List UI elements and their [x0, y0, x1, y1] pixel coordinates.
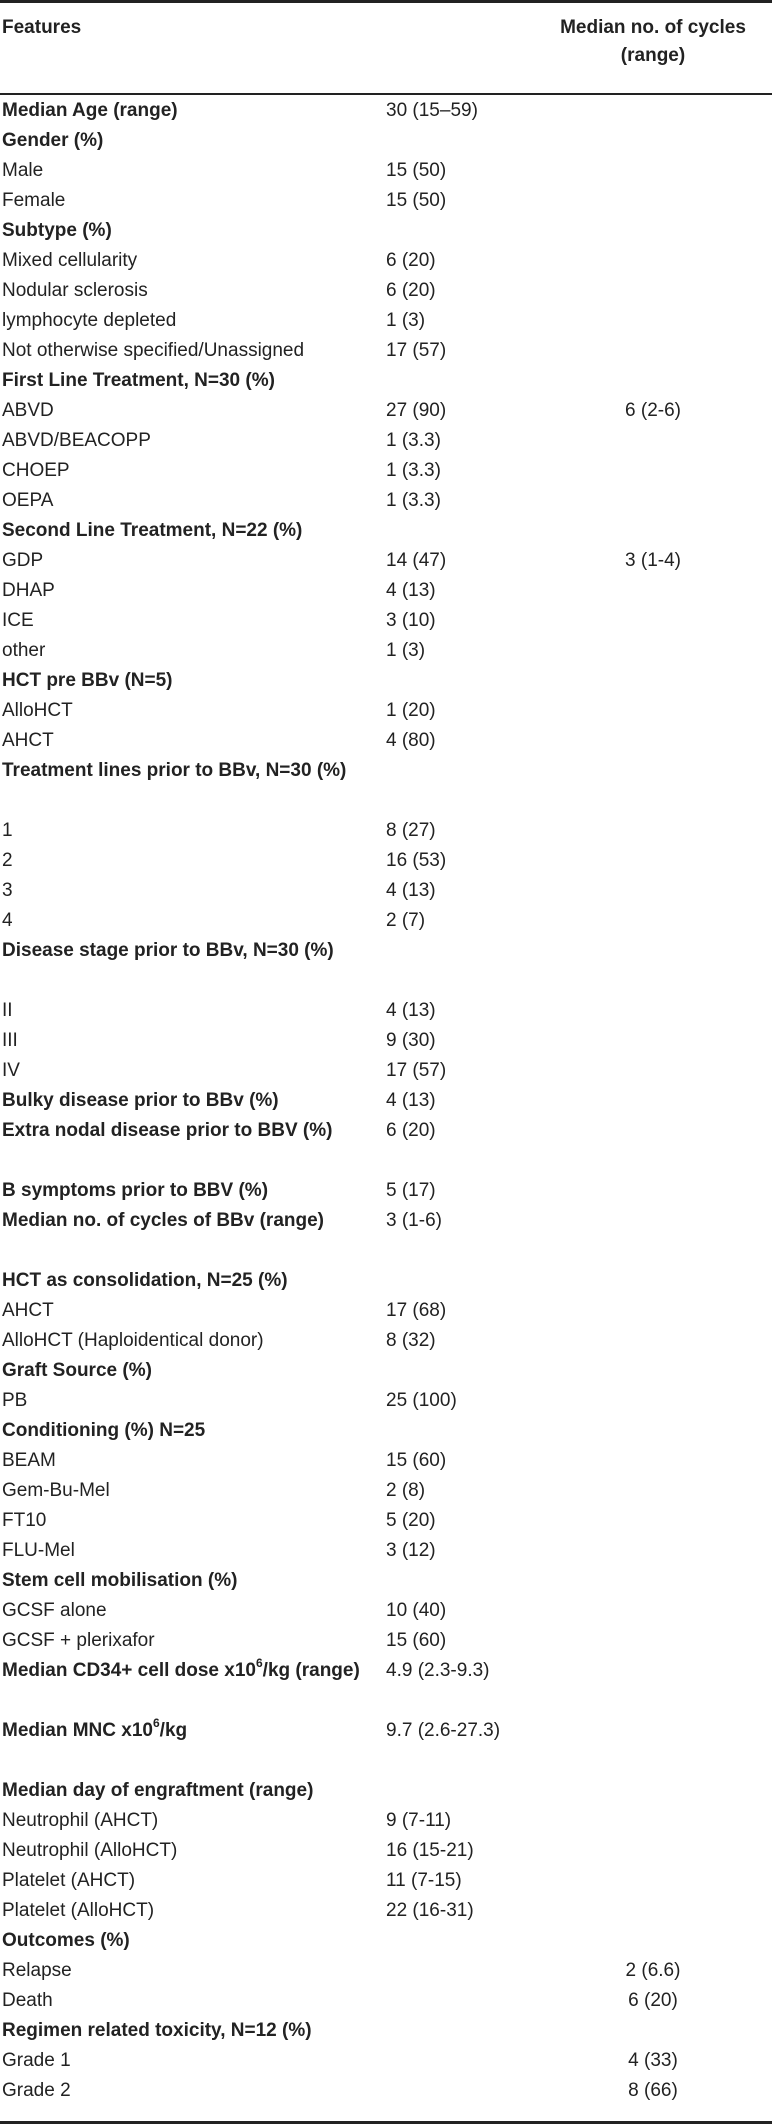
feature-cell: Mixed cellularity — [2, 250, 138, 271]
cycles-cell — [534, 456, 772, 486]
value-cell: 8 (27) — [386, 820, 436, 841]
table-row — [0, 726, 772, 756]
value-cell: 6 (20) — [386, 1120, 436, 1141]
value-cell — [382, 756, 534, 816]
value-cell: 4.9 (2.3-9.3) — [386, 1660, 490, 1681]
section-row — [0, 516, 772, 546]
feature-cell: CHOEP — [2, 460, 70, 481]
value-cell: 4 (13) — [386, 1000, 436, 1021]
feature-cell: BEAM — [2, 1450, 56, 1471]
feature-cell: IV — [2, 1060, 20, 1081]
feature-label: Median CD34+ cell dose x10 — [2, 1660, 256, 1681]
cycles-cell — [534, 846, 772, 876]
value-cell — [382, 216, 534, 246]
cycles-cell — [534, 1926, 772, 1956]
feature-suffix: /kg (range) — [262, 1660, 360, 1681]
cycles-cell — [534, 1206, 772, 1266]
feature-cell: FLU-Mel — [2, 1540, 75, 1561]
section-row — [0, 1176, 772, 1206]
cycles-cell — [534, 816, 772, 846]
value-cell: 5 (20) — [386, 1510, 436, 1531]
value-cell: 1 (3.3) — [386, 490, 441, 511]
feature-cell: 4 — [2, 910, 13, 931]
feature-cell: 1 — [2, 820, 13, 841]
cycles-cell — [534, 1866, 772, 1896]
feature-cell: GDP — [2, 550, 44, 571]
table-row — [0, 696, 772, 726]
feature-cell: 3 — [2, 880, 13, 901]
cycles-cell — [534, 186, 772, 216]
feature-cell: DHAP — [2, 580, 55, 601]
header-features: Features — [2, 17, 82, 38]
section-row — [0, 1206, 772, 1266]
value-cell: 11 (7-15) — [386, 1870, 462, 1891]
value-cell: 9.7 (2.6-27.3) — [386, 1720, 501, 1741]
cycles-cell — [534, 1326, 772, 1356]
cycles-cell — [534, 1836, 772, 1866]
cycles-cell: 6 (20) — [628, 1990, 678, 2011]
cycles-cell — [534, 1086, 772, 1116]
section-row — [0, 96, 772, 126]
value-cell: 16 (15-21) — [386, 1840, 474, 1861]
section-row — [0, 1776, 772, 1806]
value-cell: 25 (100) — [386, 1390, 457, 1411]
feature-cell: Death — [2, 1990, 53, 2011]
value-cell — [382, 1266, 534, 1296]
cycles-cell — [534, 636, 772, 666]
value-cell: 3 (1-6) — [386, 1210, 442, 1231]
value-cell — [382, 126, 534, 156]
value-cell: 6 (20) — [386, 280, 436, 301]
feature-cell: AlloHCT — [2, 700, 73, 721]
value-cell — [382, 936, 534, 996]
value-cell: 4 (13) — [386, 580, 436, 601]
feature-cell: Platelet (AlloHCT) — [2, 1900, 155, 1921]
feature-cell: Platelet (AHCT) — [2, 1870, 136, 1891]
feature-cell: Neutrophil (AHCT) — [2, 1810, 159, 1831]
value-cell — [382, 2076, 534, 2106]
value-cell — [382, 1956, 534, 1986]
cycles-cell — [534, 996, 772, 1026]
table-row — [0, 1446, 772, 1476]
feature-cell: Conditioning (%) N=25 — [2, 1420, 206, 1441]
cycles-cell — [534, 1356, 772, 1386]
value-cell: 10 (40) — [386, 1600, 447, 1621]
feature-cell: PB — [2, 1390, 28, 1411]
table-row — [0, 816, 772, 846]
table-row — [0, 546, 772, 576]
cycles-cell — [534, 1056, 772, 1086]
value-cell: 1 (3.3) — [386, 430, 441, 451]
value-cell — [382, 516, 534, 546]
cycles-cell — [534, 246, 772, 276]
table-row — [0, 2046, 772, 2076]
feature-cell: HCT as consolidation, N=25 (%) — [2, 1270, 288, 1291]
value-cell: 14 (47) — [386, 550, 447, 571]
cycles-cell — [534, 1506, 772, 1536]
feature-superscript: 6 — [255, 1655, 263, 1670]
table-row — [0, 1896, 772, 1926]
feature-cell: Gender (%) — [2, 130, 104, 151]
cycles-cell — [534, 1596, 772, 1626]
feature-cell — [0, 1656, 382, 1716]
header-value — [382, 0, 534, 96]
table-row — [0, 906, 772, 936]
cycles-cell — [534, 666, 772, 696]
table-row — [0, 1296, 772, 1326]
cycles-cell — [534, 1176, 772, 1206]
value-cell: 17 (57) — [386, 340, 447, 361]
value-cell: 27 (90) — [386, 400, 447, 421]
feature-cell: Not otherwise specified/Unassigned — [2, 340, 305, 361]
section-row — [0, 1716, 772, 1776]
table-row — [0, 636, 772, 666]
table-row — [0, 186, 772, 216]
cycles-cell: 2 (6.6) — [625, 1960, 681, 1981]
value-cell — [382, 1776, 534, 1806]
table-row — [0, 1476, 772, 1506]
feature-cell: Grade 1 — [2, 2050, 71, 2071]
feature-cell: Outcomes (%) — [2, 1930, 130, 1951]
feature-cell: OEPA — [2, 490, 54, 511]
feature-cell: ICE — [2, 610, 34, 631]
value-cell: 15 (60) — [386, 1630, 447, 1651]
section-row — [0, 756, 772, 816]
value-cell: 4 (80) — [386, 730, 436, 751]
value-cell — [382, 1566, 534, 1596]
cycles-cell — [534, 1386, 772, 1416]
value-cell — [382, 1986, 534, 2016]
feature-cell: GCSF + plerixafor — [2, 1630, 155, 1651]
section-row — [0, 666, 772, 696]
feature-cell: FT10 — [2, 1510, 47, 1531]
value-cell: 3 (12) — [386, 1540, 436, 1561]
section-row — [0, 1086, 772, 1116]
table-row — [0, 306, 772, 336]
value-cell: 22 (16-31) — [386, 1900, 474, 1921]
value-cell: 4 (13) — [386, 880, 436, 901]
table-row — [0, 456, 772, 486]
section-row — [0, 936, 772, 996]
cycles-cell — [534, 1566, 772, 1596]
cycles-cell — [534, 1446, 772, 1476]
cycles-cell — [534, 2016, 772, 2046]
cycles-cell — [534, 516, 772, 546]
value-cell: 4 (13) — [386, 1090, 436, 1111]
cycles-cell — [534, 1476, 772, 1506]
cycles-cell — [534, 696, 772, 726]
feature-cell: Male — [2, 160, 44, 181]
value-cell: 1 (20) — [386, 700, 436, 721]
feature-cell: Graft Source (%) — [2, 1360, 152, 1381]
table-row — [0, 1836, 772, 1866]
table-row — [0, 996, 772, 1026]
feature-cell: Median Age (range) — [2, 100, 178, 121]
table-row — [0, 276, 772, 306]
value-cell: 8 (32) — [386, 1330, 436, 1351]
cycles-cell — [534, 936, 772, 996]
cycles-cell — [534, 306, 772, 336]
section-row — [0, 216, 772, 246]
value-cell — [382, 1416, 534, 1446]
feature-cell: Nodular sclerosis — [2, 280, 148, 301]
value-cell: 2 (7) — [386, 910, 426, 931]
table-row — [0, 1866, 772, 1896]
value-cell: 3 (10) — [386, 610, 436, 631]
table-row — [0, 1536, 772, 1566]
table-row — [0, 426, 772, 456]
section-row — [0, 366, 772, 396]
value-cell: 17 (68) — [386, 1300, 447, 1321]
cycles-cell — [534, 1116, 772, 1176]
section-row — [0, 1566, 772, 1596]
table-row — [0, 846, 772, 876]
table-row — [0, 1956, 772, 1986]
feature-label: Median MNC x10 — [2, 1720, 153, 1741]
cycles-cell — [534, 426, 772, 456]
table-row — [0, 246, 772, 276]
cycles-cell — [534, 1266, 772, 1296]
feature-cell: HCT pre BBv (N=5) — [2, 670, 173, 691]
cycles-cell — [534, 366, 772, 396]
cycles-cell — [534, 126, 772, 156]
section-row — [0, 1116, 772, 1176]
table-row — [0, 1056, 772, 1086]
table-row — [0, 1596, 772, 1626]
table-row — [0, 396, 772, 426]
table-row — [0, 2076, 772, 2106]
cycles-cell — [534, 1716, 772, 1776]
bottom-rule — [0, 2121, 772, 2124]
section-row — [0, 2016, 772, 2046]
value-cell — [382, 666, 534, 696]
value-cell: 15 (50) — [386, 190, 447, 211]
feature-cell: B symptoms prior to BBV (%) — [2, 1180, 269, 1201]
table-row — [0, 606, 772, 636]
cycles-cell — [534, 876, 772, 906]
cycles-cell — [534, 726, 772, 756]
feature-cell: Relapse — [2, 1960, 72, 1981]
table-row — [0, 876, 772, 906]
table-body — [0, 96, 772, 2106]
feature-cell: Disease stage prior to BBv, N=30 (%) — [2, 940, 334, 961]
section-row — [0, 126, 772, 156]
feature-cell: AlloHCT (Haploidentical donor) — [2, 1330, 264, 1351]
cycles-cell — [534, 96, 772, 126]
table-row — [0, 1626, 772, 1656]
section-row — [0, 1266, 772, 1296]
table-header — [0, 0, 772, 96]
cycles-cell — [534, 756, 772, 816]
feature-cell: Subtype (%) — [2, 220, 112, 241]
section-row — [0, 1356, 772, 1386]
feature-cell: Median no. of cycles of BBv (range) — [2, 1210, 324, 1231]
feature-cell: Gem-Bu-Mel — [2, 1480, 110, 1501]
section-row — [0, 1926, 772, 1956]
table-row — [0, 1026, 772, 1056]
value-cell: 9 (7-11) — [386, 1810, 452, 1831]
feature-cell: First Line Treatment, N=30 (%) — [2, 370, 275, 391]
feature-cell: ABVD/BEACOPP — [2, 430, 151, 451]
cycles-cell — [534, 1806, 772, 1836]
value-cell: 1 (3) — [386, 310, 426, 331]
cycles-cell: 4 (33) — [628, 2050, 678, 2071]
cycles-cell — [534, 1416, 772, 1446]
table-row — [0, 1506, 772, 1536]
feature-cell: Female — [2, 190, 66, 211]
value-cell: 5 (17) — [386, 1180, 436, 1201]
value-cell: 15 (50) — [386, 160, 447, 181]
value-cell — [382, 2016, 534, 2046]
feature-cell: II — [2, 1000, 13, 1021]
value-cell — [382, 1926, 534, 1956]
feature-cell: Neutrophil (AlloHCT) — [2, 1840, 178, 1861]
cycles-cell — [534, 606, 772, 636]
cycles-cell — [534, 1656, 772, 1716]
feature-cell: Stem cell mobilisation (%) — [2, 1570, 238, 1591]
value-cell: 17 (57) — [386, 1060, 447, 1081]
cycles-cell — [534, 576, 772, 606]
value-cell: 30 (15–59) — [386, 100, 478, 121]
feature-cell: Bulky disease prior to BBv (%) — [2, 1090, 279, 1111]
value-cell — [382, 2046, 534, 2076]
feature-cell — [0, 1716, 382, 1776]
table-row — [0, 336, 772, 366]
feature-cell: Treatment lines prior to BBv, N=30 (%) — [2, 760, 347, 781]
feature-cell: Second Line Treatment, N=22 (%) — [2, 520, 303, 541]
cycles-cell — [534, 1296, 772, 1326]
value-cell — [382, 1356, 534, 1386]
feature-cell: GCSF alone — [2, 1600, 107, 1621]
feature-cell: Grade 2 — [2, 2080, 71, 2101]
feature-cell: III — [2, 1030, 18, 1051]
cycles-cell — [534, 156, 772, 186]
feature-cell: ABVD — [2, 400, 54, 421]
feature-cell: Median day of engraftment (range) — [2, 1780, 314, 1801]
table-row — [0, 1386, 772, 1416]
value-cell: 2 (8) — [386, 1480, 426, 1501]
section-row — [0, 1656, 772, 1716]
cycles-cell: 6 (2-6) — [625, 400, 681, 421]
top-rule — [0, 0, 772, 3]
value-cell: 15 (60) — [386, 1450, 447, 1471]
cycles-cell: 8 (66) — [628, 2080, 678, 2101]
cycles-cell — [534, 1626, 772, 1656]
cycles-cell — [534, 1536, 772, 1566]
feature-cell: lymphocyte depleted — [2, 310, 177, 331]
cycles-cell — [534, 1776, 772, 1806]
value-cell: 1 (3) — [386, 640, 426, 661]
section-row — [0, 1416, 772, 1446]
header-cycles: Median no. of cycles (range) — [560, 17, 746, 66]
table-row — [0, 1326, 772, 1356]
table-row — [0, 486, 772, 516]
cycles-cell — [534, 336, 772, 366]
cycles-cell — [534, 276, 772, 306]
cycles-cell — [534, 486, 772, 516]
table-row — [0, 1986, 772, 2016]
value-cell: 6 (20) — [386, 250, 436, 271]
feature-cell: 2 — [2, 850, 13, 871]
table-row — [0, 576, 772, 606]
cycles-cell — [534, 906, 772, 936]
table-row — [0, 1806, 772, 1836]
feature-cell: AHCT — [2, 1300, 54, 1321]
value-cell: 9 (30) — [386, 1030, 436, 1051]
feature-cell: Extra nodal disease prior to BBV (%) — [2, 1120, 333, 1141]
feature-superscript: 6 — [152, 1715, 160, 1730]
header-rule — [0, 93, 772, 95]
feature-suffix: /kg — [159, 1720, 188, 1741]
feature-cell: AHCT — [2, 730, 54, 751]
value-cell: 1 (3.3) — [386, 460, 441, 481]
value-cell — [382, 366, 534, 396]
feature-cell: Regimen related toxicity, N=12 (%) — [2, 2020, 312, 2041]
table-row — [0, 156, 772, 186]
cycles-cell: 3 (1-4) — [625, 550, 681, 571]
cycles-cell — [534, 1026, 772, 1056]
feature-cell: other — [2, 640, 46, 661]
value-cell: 16 (53) — [386, 850, 447, 871]
cycles-cell — [534, 1896, 772, 1926]
cycles-cell — [534, 216, 772, 246]
